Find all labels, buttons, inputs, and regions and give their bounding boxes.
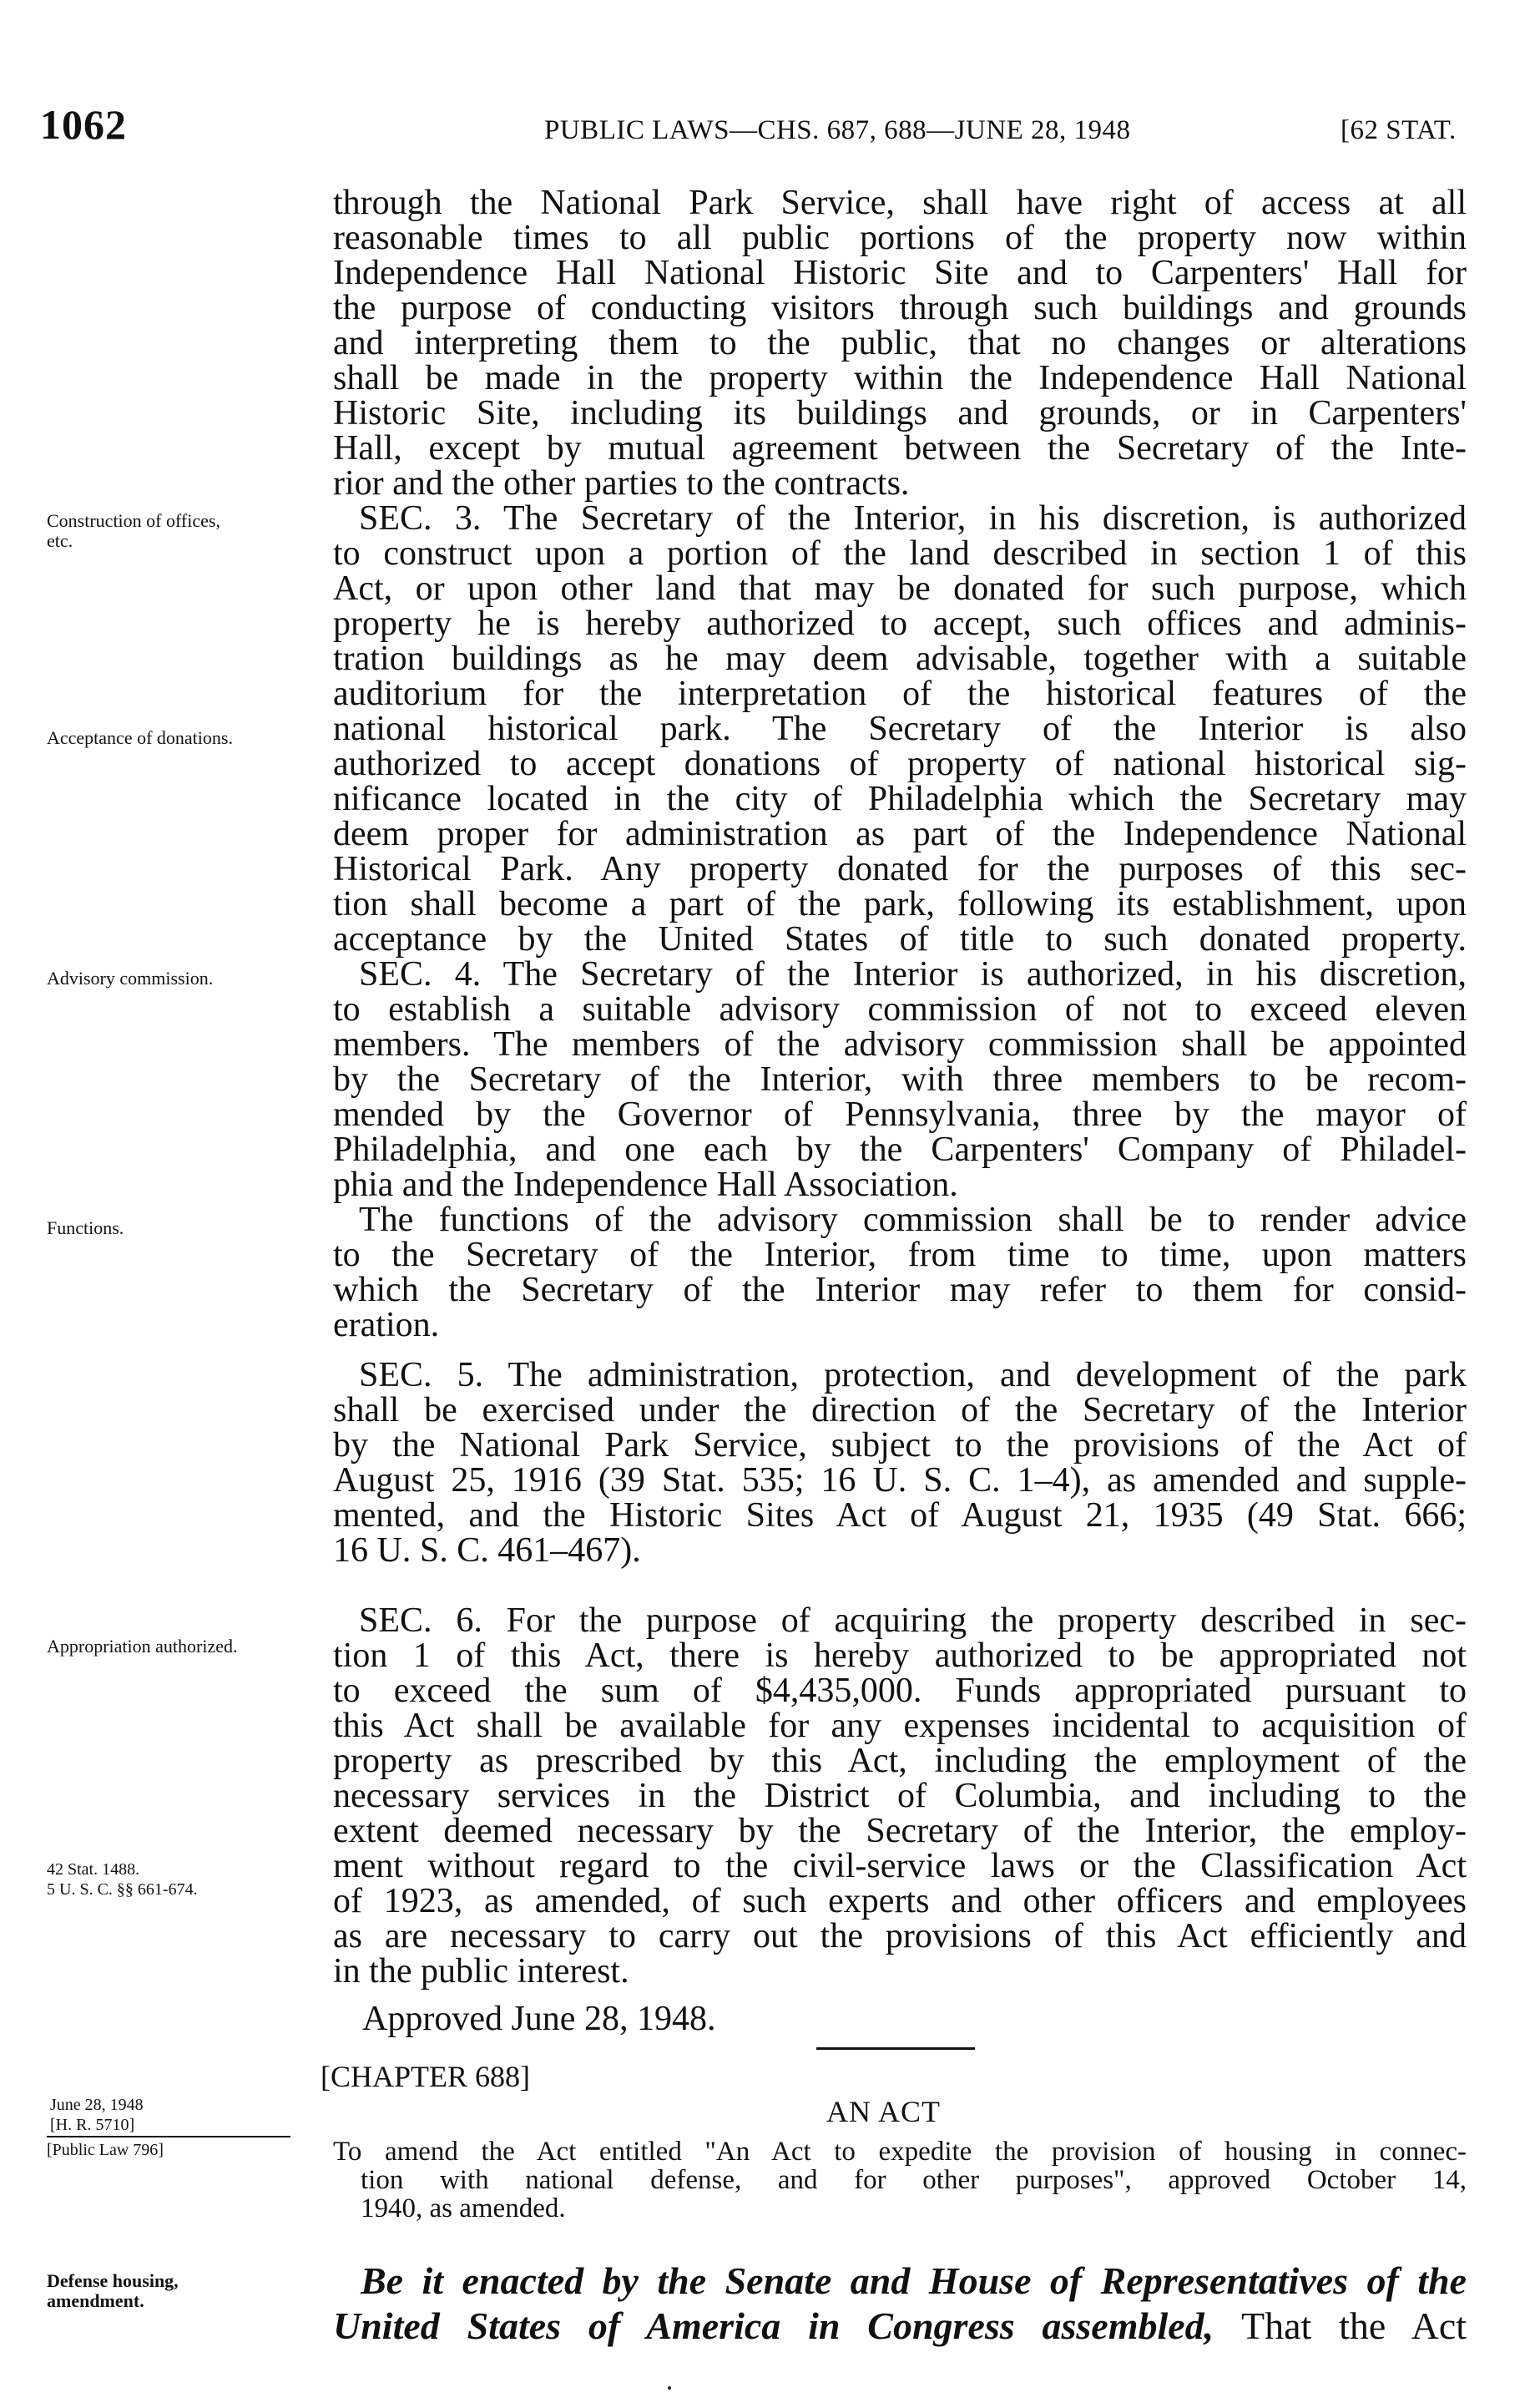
body-line: tration buildings as he may deem advisable, together with a suitable <box>333 640 1467 678</box>
body-line: by the National Park Service, subject to the provisions of the Act of <box>333 1426 1467 1465</box>
body-line: extent deemed necessary by the Secretary of the Interior, the employ- <box>333 1812 1467 1850</box>
margin-note-defense: Defense housing, amendment. <box>47 2270 179 2311</box>
body-line: through the National Park Service, shall have right of access at all <box>333 184 1467 222</box>
page-number: 1062 <box>40 101 127 148</box>
margin-note-stat-ref-1: 42 Stat. 1488. <box>47 1860 140 1879</box>
body-line: phia and the Independence Hall Association. <box>333 1166 958 1204</box>
enacting-clause-tail: That the Act <box>1241 2304 1467 2347</box>
body-line: August 25, 1916 (39 Stat. 535; 16 U. S. C. 1–4), as amended and supple- <box>333 1461 1467 1500</box>
body-line: Act, or upon other land that may be donated for such purpose, which <box>333 569 1467 608</box>
body-line: in the public interest. <box>333 1952 629 1991</box>
body-line: property he is hereby authorized to accept, such offices and adminis- <box>333 605 1467 643</box>
body-line: to construct upon a portion of the land described in section 1 of this <box>333 534 1467 573</box>
body-line: ment without regard to the civil-service laws or the Classification Act <box>333 1847 1467 1885</box>
body-line: auditorium for the interpretation of the historical features of the <box>333 675 1467 713</box>
chapter-label: [CHAPTER 688] <box>321 2060 530 2093</box>
section-5-heading-line: SEC. 5. The administration, protection, and development of the park <box>359 1356 1467 1394</box>
body-line: Independence Hall National Historic Site and to Carpenters' Hall for <box>333 254 1467 292</box>
body-line: nificance located in the city of Philadelphia which the Secretary may <box>333 780 1467 818</box>
approved-date: Approved June 28, 1948. <box>362 2000 716 2038</box>
body-line: necessary services in the District of Columbia, and including to the <box>333 1777 1467 1815</box>
body-line: to establish a suitable advisory commission of not to exceed eleven <box>333 990 1467 1029</box>
enacting-clause-text: United States of America in Congress assembled, <box>333 2304 1214 2347</box>
margin-note-appropriation: Appropriation authorized. <box>47 1636 238 1657</box>
body-line: the purpose of conducting visitors through such buildings and grounds <box>333 289 1467 327</box>
section-3-heading-line: SEC. 3. The Secretary of the Interior, in his discretion, is authorized <box>359 499 1467 538</box>
body-line: by the Secretary of the Interior, with three members to be recom- <box>333 1060 1467 1099</box>
running-title: PUBLIC LAWS—CHS. 687, 688—JUNE 28, 1948 <box>544 115 1131 145</box>
body-line: rior and the other parties to the contracts. <box>333 464 910 503</box>
body-line: deem proper for administration as part of the Independence National <box>333 815 1467 853</box>
body-line: shall be exercised under the direction of the Secretary of the Interior <box>333 1391 1467 1429</box>
enacting-clause-line-2 <box>333 2306 1467 2346</box>
body-line: tion 1 of this Act, there is hereby authorized to be appropriated not <box>333 1637 1467 1675</box>
body-line: property as prescribed by this Act, including the employment of the <box>333 1742 1467 1780</box>
body-line: tion shall become a part of the park, following its establishment, upon <box>333 885 1467 923</box>
margin-note-functions: Functions. <box>47 1217 124 1238</box>
margin-note-bill: [H. R. 5710] <box>50 2116 135 2134</box>
margin-note-acceptance: Acceptance of donations. <box>47 727 233 748</box>
margin-note-construction: Construction of offices, etc. <box>47 510 220 551</box>
body-line: to the Secretary of the Interior, from time to time, upon matters <box>333 1236 1467 1274</box>
body-line: and interpreting them to the public, that no changes or alterations <box>333 324 1467 362</box>
body-line: authorized to accept donations of property of national historical sig- <box>333 745 1467 783</box>
body-line: reasonable times to all public portions of the property now within <box>333 219 1467 257</box>
body-line: eration. <box>333 1306 440 1344</box>
body-line: Historic Site, including its buildings and grounds, or in Carpenters' <box>333 394 1467 433</box>
body-line: mended by the Governor of Pennsylvania, three by the mayor of <box>333 1095 1467 1134</box>
an-act-heading: AN ACT <box>826 2095 942 2128</box>
body-line: which the Secretary of the Interior may refer to them for consid- <box>333 1271 1467 1309</box>
margin-note-public-law: [Public Law 796] <box>47 2141 164 2159</box>
body-line: to exceed the sum of $4,435,000. Funds appropriated pursuant to <box>333 1672 1467 1710</box>
body-line: as are necessary to carry out the provisions of this Act efficiently and <box>333 1917 1467 1955</box>
statute-reference: [62 STAT. <box>1341 115 1457 145</box>
body-line: national historical park. The Secretary of the Interior is also <box>333 710 1467 748</box>
body-line: this Act shall be available for any expenses incidental to acquisition of <box>333 1707 1467 1745</box>
margin-note-date: June 28, 1948 <box>50 2096 144 2114</box>
page-speck <box>668 2386 671 2390</box>
body-line: shall be made in the property within the Independence Hall National <box>333 359 1467 397</box>
body-line: 16 U. S. C. 461–467). <box>333 1531 641 1570</box>
body-line: members. The members of the advisory commission shall be appointed <box>333 1025 1467 1064</box>
body-line: acceptance by the United States of title to such donated property. <box>333 920 1467 959</box>
body-line: Hall, except by mutual agreement between the Secretary of the Inte- <box>333 429 1467 468</box>
margin-note-stat-ref-2: 5 U. S. C. §§ 661-674. <box>47 1880 198 1899</box>
enacting-clause-line-1: Be it enacted by the Senate and House of Representatives of the <box>361 2259 1467 2302</box>
section-rule <box>816 2047 975 2050</box>
section-4-heading-line: SEC. 4. The Secretary of the Interior is authorized, in his discretion, <box>359 955 1467 994</box>
margin-note-advisory: Advisory commission. <box>47 968 214 989</box>
body-line: Historical Park. Any property donated for the purposes of this sec- <box>333 850 1467 888</box>
act-title-line: tion with national defense, and for other purposes", approved October 14, <box>361 2165 1467 2195</box>
act-title-line: 1940, as amended. <box>361 2193 566 2223</box>
body-line: mented, and the Historic Sites Act of August 21, 1935 (49 Stat. 666; <box>333 1496 1467 1535</box>
section-6-heading-line: SEC. 6. For the purpose of acquiring the property described in sec- <box>359 1601 1467 1640</box>
margin-rule <box>47 2136 290 2137</box>
body-line: of 1923, as amended, of such experts and other officers and employees <box>333 1882 1467 1920</box>
act-title-line: To amend the Act entitled "An Act to expedite the provision of housing in connec- <box>333 2137 1467 2167</box>
functions-paragraph-line: The functions of the advisory commission shall be to render advice <box>359 1201 1467 1239</box>
body-line: Philadelphia, and one each by the Carpenters' Company of Philadel- <box>333 1131 1467 1169</box>
